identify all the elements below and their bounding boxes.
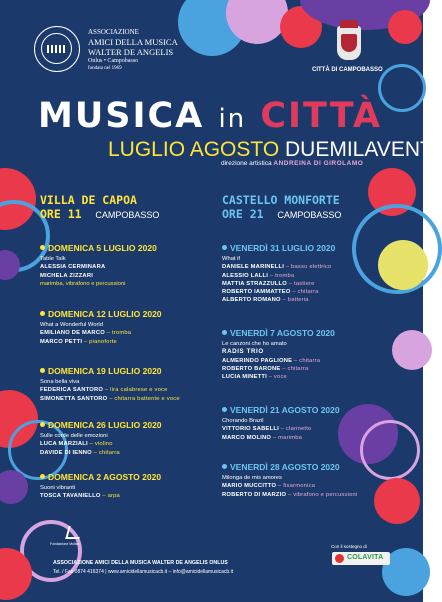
event-date: DOMENICA 5 LUGLIO 2020	[48, 243, 157, 253]
performer-instrument: – chitarra battente e voce	[107, 395, 180, 402]
event-title: Table Talk	[40, 256, 66, 262]
performer-instrument: – clarinetto	[278, 426, 312, 433]
performer-instrument: – pianoforte	[82, 338, 117, 345]
event-title: Sona bella viva	[40, 379, 80, 385]
event-date: VENERDÌ 21 AGOSTO 2020	[230, 405, 340, 415]
performer-instrument: – lira calabrese e voce	[103, 387, 168, 394]
performer-name: ROBERTO BARONE	[222, 365, 281, 372]
performer-instrument: – tromba	[268, 272, 295, 279]
performer-name: TOSCA TAVANIELLO	[40, 493, 101, 500]
performer-instrument: – tastiere	[286, 280, 315, 287]
assoc-line: fondata nel 1969	[88, 66, 122, 71]
performer-name: VITTORIO SABELLI	[222, 426, 279, 433]
performer-name: ROBERTO DI MARZIO	[222, 491, 287, 498]
association-name	[88, 28, 178, 72]
performer: ALESSIA CERMINARA	[40, 264, 106, 271]
performer-name: EMILIANO DE MARCO	[40, 330, 105, 337]
performer	[40, 329, 162, 337]
assoc-line: WALTER DE ANGELIS	[88, 47, 174, 57]
performer-name: MATTIA STRAZZULLO	[222, 280, 287, 287]
performer	[40, 492, 161, 500]
contrib-label: Con il sostegno di	[331, 544, 367, 549]
decor-circle	[374, 478, 420, 524]
performer-instrument: – vibrafono e percussioni	[286, 491, 358, 498]
decor-circle	[392, 330, 432, 370]
performer	[222, 482, 357, 490]
venue-city: CAMPOBASSO	[277, 210, 342, 220]
performer	[222, 296, 335, 304]
performer	[40, 386, 180, 394]
event-title: Milonga de mis amores	[222, 475, 282, 481]
direction-label: direzione artistica	[221, 160, 272, 167]
event-date: DOMENICA 2 AGOSTO 2020	[48, 472, 162, 482]
performer-name: LUCA MARZIALI	[40, 441, 88, 448]
ensemble-name: RADIS TRIO	[222, 348, 264, 356]
performer-name: ALMERINDO PAGLIONE	[222, 357, 293, 364]
sponsor-mark-icon	[335, 554, 344, 563]
bullet-icon	[40, 474, 45, 479]
page-title	[38, 96, 382, 139]
decor-circle	[388, 10, 422, 44]
bullet-icon	[222, 407, 227, 412]
assoc-line: Onlus • Campobasso	[88, 58, 139, 64]
event-title: What a Wonderful World	[40, 322, 103, 328]
performer-name: FEDERICA SANTORO	[40, 387, 104, 394]
performer-instrument: – chitarra	[91, 449, 120, 456]
performer	[222, 272, 335, 280]
performer-instrument: – marimba	[271, 434, 303, 441]
assoc-line: ASSOCIAZIONE	[88, 28, 139, 36]
performer	[40, 395, 180, 403]
title-word: CITTÀ	[260, 96, 382, 136]
performer	[40, 440, 162, 448]
artistic-direction	[221, 160, 363, 167]
sponsor-logo	[332, 552, 390, 565]
event-item	[222, 243, 335, 305]
bullet-icon	[222, 464, 227, 469]
event-item	[40, 309, 162, 346]
title-word: in	[218, 104, 247, 134]
performer	[222, 263, 335, 271]
event-item	[40, 366, 180, 403]
performer	[222, 365, 335, 373]
performer	[222, 491, 357, 499]
performer-name: MARCO MOLINO	[222, 434, 272, 441]
performer	[222, 280, 335, 288]
event-title: Le canzoni che ho amato	[222, 341, 287, 347]
subtitle	[108, 138, 439, 162]
performer-instrument: – chitarra	[292, 357, 321, 364]
performer-instrument: – tromba	[104, 330, 132, 337]
venue-city: CAMPOBASSO	[95, 210, 160, 220]
footer-org: ASSOCIAZIONE AMICI DELLA MUSICA WALTER DE ANGELIS ONLUS	[53, 560, 228, 566]
event-title: Suoni vibranti	[40, 485, 76, 491]
sponsor-name: COLAVITA	[347, 554, 384, 561]
performer-instrument: – basso elettrico	[284, 264, 332, 271]
performer-instrument: – violino	[87, 441, 113, 448]
fondazione-label: Fondazione Molise	[50, 542, 80, 546]
performer	[40, 338, 162, 346]
event-item	[40, 243, 157, 288]
performer-name: SIMONETTA SANTORO	[40, 395, 108, 402]
venue-time: ORE 11	[40, 207, 82, 221]
performer	[40, 449, 162, 457]
venue-name: VILLA DE CAPOA	[40, 193, 137, 207]
event-date: DOMENICA 19 LUGLIO 2020	[48, 366, 162, 376]
decor-circle	[0, 470, 28, 504]
event-date: DOMENICA 26 LUGLIO 2020	[48, 420, 162, 430]
event-date: VENERDÌ 28 AGOSTO 2020	[230, 462, 340, 472]
bullet-icon	[222, 330, 227, 335]
bullet-icon	[40, 245, 45, 250]
event-title: What if	[222, 256, 241, 262]
event-date: VENERDÌ 31 LUGLIO 2020	[230, 243, 336, 253]
association-logo-icon	[34, 26, 80, 72]
performer	[222, 434, 340, 442]
performer-name: MARIO MUCCITTO	[222, 483, 277, 490]
venue-left	[40, 193, 159, 222]
performer	[222, 357, 335, 365]
venue-right	[222, 193, 341, 222]
performer-name: DANIELE MARINELLI	[222, 264, 285, 271]
event-item	[40, 472, 161, 501]
performer-name: MARCO PETTI	[40, 338, 83, 345]
subtitle-months: LUGLIO AGOSTO	[108, 138, 280, 161]
performer-instrument: – chitarra	[280, 365, 309, 372]
performer-name: LUCIA MINETTI	[222, 374, 267, 381]
performer-instrument: – arpa	[100, 493, 120, 500]
decor-ring	[378, 64, 426, 112]
event-note: marimba, vibrafono e percussioni	[40, 280, 126, 287]
event-item	[222, 328, 335, 381]
city-label: CITTÀ DI CAMPOBASSO	[312, 67, 383, 73]
fondazione-logo-icon	[65, 526, 82, 539]
performer	[222, 425, 340, 433]
performer-name: ALESSIO LALLI	[222, 272, 269, 279]
decor-circle	[378, 240, 428, 290]
performer	[222, 373, 335, 381]
event-date: DOMENICA 12 LUGLIO 2020	[48, 309, 162, 319]
performer-instrument: – voce	[266, 374, 287, 381]
subtitle-year: DUEMILAVENTI	[285, 138, 439, 161]
bullet-icon	[40, 368, 45, 373]
bullet-icon	[40, 311, 45, 316]
event-date: VENERDÌ 7 AGOSTO 2020	[230, 328, 335, 338]
performer-instrument: – chitarra	[290, 289, 319, 296]
direction-name: ANDREINA DI GIROLAMO	[273, 160, 364, 167]
performer-instrument: – fisarmonica	[276, 483, 316, 490]
bullet-icon	[40, 422, 45, 427]
event-item	[40, 420, 162, 457]
performer-name: ROBERTO IAMMATTEO	[222, 289, 291, 296]
venue-time: ORE 21	[222, 207, 264, 221]
event-item	[222, 405, 340, 442]
assoc-line: AMICI DELLA MUSICA	[88, 37, 178, 47]
city-crest-icon	[337, 26, 361, 60]
performer	[222, 288, 335, 296]
event-title: Chorando Brazil	[222, 418, 264, 424]
performer-name: ALBERTO ROMANO	[222, 297, 281, 304]
bullet-icon	[222, 245, 227, 250]
event-title: Sulle corde delle emozioni	[40, 433, 108, 439]
performer-instrument: – batteria	[280, 297, 309, 304]
title-word: MUSICA	[38, 96, 205, 136]
venue-name: CASTELLO MONFORTE	[222, 193, 340, 207]
event-item	[222, 462, 357, 499]
decor-ring	[360, 420, 420, 480]
footer-contacts: Tel. / Fax 0874 416374 | www.amicidellamusicacb.it – info@amicidellamusicacb.it	[53, 569, 234, 575]
performer-name: DAVIDE DI IENNO	[40, 449, 92, 456]
performer: MICHELA ZIZZARI	[40, 272, 94, 279]
